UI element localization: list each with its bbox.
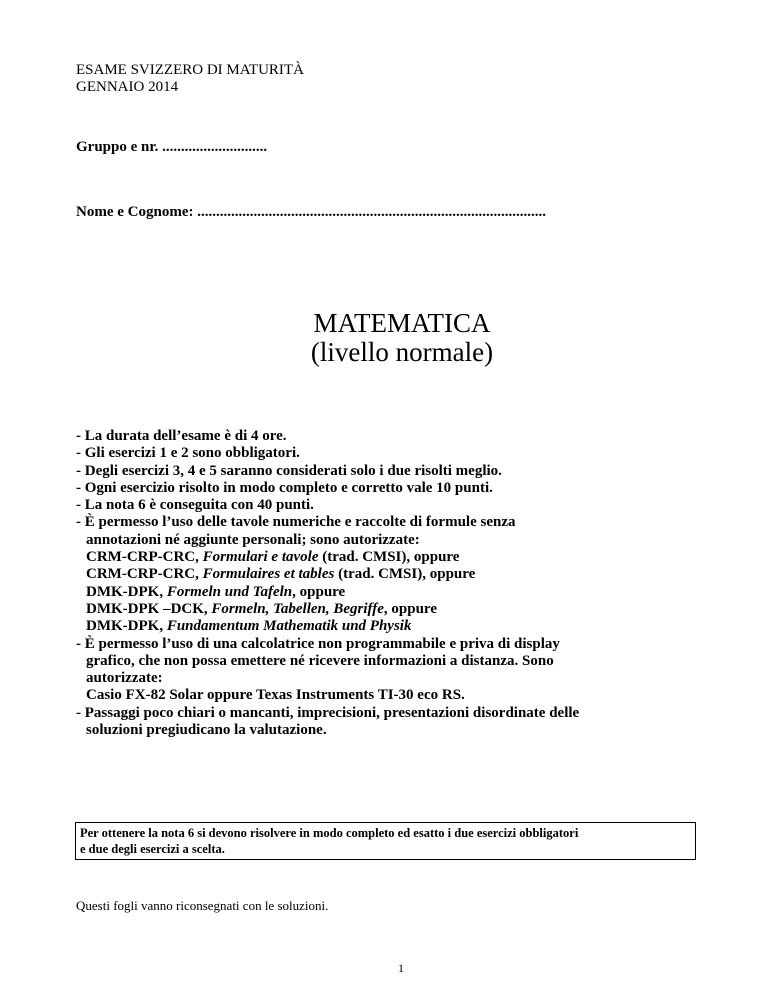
rule-presentation: - Passaggi poco chiari o mancanti, imprecisioni, presentazioni disordinate delle <box>76 704 580 721</box>
exam-header <box>76 62 304 96</box>
exam-rules <box>76 428 716 739</box>
rule-tables: - È permesso l’uso delle tavole numeriche e raccolte di formule senza <box>76 514 516 531</box>
reference-suffix: (trad. CMSI), oppure <box>318 549 460 566</box>
rule-tables-cont: annotazioni né aggiunte personali; sono autorizzate: <box>86 531 420 548</box>
exam-date: GENNAIO 2014 <box>76 79 179 95</box>
rule-presentation-cont: soluzioni pregiudicano la valutazione. <box>86 722 327 739</box>
rule-calculator: - È permesso l’uso di una calcolatrice non programmabile e priva di display <box>76 635 560 652</box>
reference-title: Formeln, Tabellen, Begriffe <box>211 600 384 617</box>
reference-suffix: , oppure <box>383 600 437 617</box>
reference-code: CRM-CRP-CRC, <box>86 566 203 583</box>
reference-item <box>76 566 716 583</box>
reference-code: DMK-DPK, <box>86 618 167 635</box>
rule-duration: - La durata dell’esame è di 4 ore. <box>76 428 287 444</box>
grade-note-box <box>75 822 696 860</box>
page-number <box>0 961 768 976</box>
page-number-value: 1 <box>398 961 404 975</box>
rule-calculator-cont: autorizzate: <box>86 670 163 687</box>
reference-item <box>76 549 716 566</box>
reference-title: Formeln und Tafeln <box>166 583 293 600</box>
rule-grade: - La nota 6 è conseguita con 40 punti. <box>76 497 314 514</box>
exam-name: ESAME SVIZZERO DI MATURITÀ <box>76 62 304 78</box>
reference-suffix: , oppure <box>292 583 346 600</box>
student-name-field: Nome e Cognome: ............................................................................................. <box>76 204 546 220</box>
reference-item <box>76 601 716 618</box>
return-sheets-note: Questi fogli vanno riconsegnati con le soluzioni. <box>76 898 329 913</box>
rule-choice: - Degli esercizi 3, 4 e 5 saranno considerati solo i due risolti meglio. <box>76 462 502 479</box>
reference-suffix: (trad. CMSI), oppure <box>334 566 476 583</box>
reference-item <box>76 618 716 635</box>
rule-points: - Ogni esercizio risolto in modo completo e corretto vale 10 punti. <box>76 479 493 496</box>
group-number-field: Gruppo e nr. ............................ <box>76 139 268 155</box>
grade-note-line: e due degli esercizi a scelta. <box>80 842 225 856</box>
reference-code: DMK-DPK –DCK, <box>86 600 212 617</box>
page-title-block <box>0 309 768 367</box>
rule-calculator-cont: grafico, che non possa emettere né ricevere informazioni a distanza. Sono <box>86 652 554 669</box>
reference-code: CRM-CRP-CRC, <box>86 549 203 566</box>
reference-code: DMK-DPK, <box>86 583 167 600</box>
rule-mandatory: - Gli esercizi 1 e 2 sono obbligatori. <box>76 445 300 462</box>
reference-title: Formulaires et tables <box>202 566 335 583</box>
rule-calculator-models: Casio FX-82 Solar oppure Texas Instruments TI-30 eco RS. <box>86 687 465 704</box>
reference-title: Fundamentum Mathematik und Physik <box>166 618 412 635</box>
grade-note-line: Per ottenere la nota 6 si devono risolvere in modo completo ed esatto i due esercizi obbligatori <box>80 826 579 840</box>
page-title: MATEMATICA <box>313 308 491 338</box>
reference-item <box>76 584 716 601</box>
page-subtitle: (livello normale) <box>310 337 494 367</box>
reference-title: Formulari e tavole <box>202 549 319 566</box>
